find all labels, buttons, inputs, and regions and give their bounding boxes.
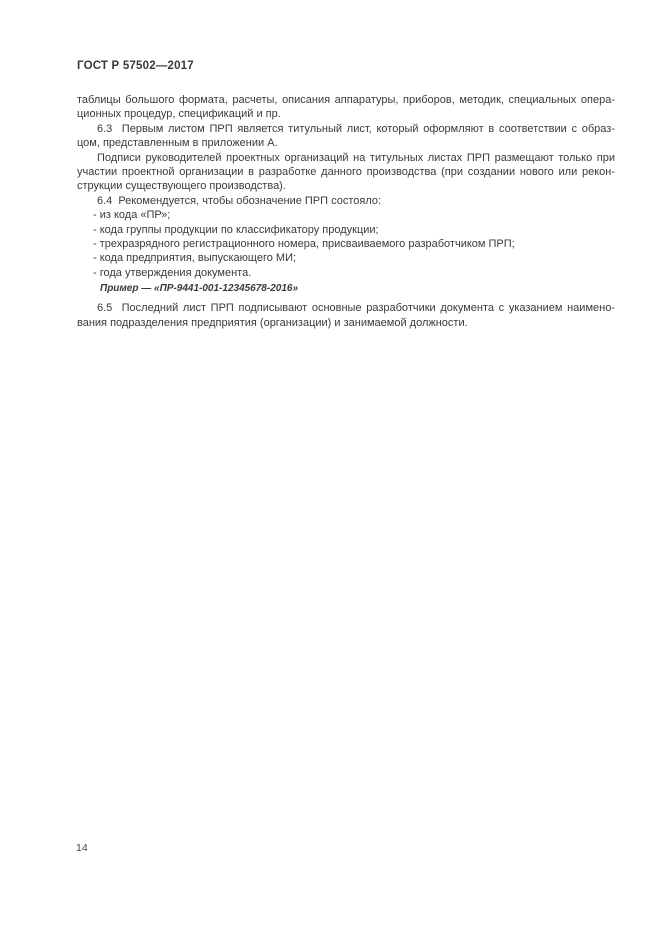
document-body: [77, 93, 615, 330]
paragraph-body: [77, 301, 615, 330]
paragraph-list: [77, 266, 615, 280]
text-line: таблицы большого формата, расчеты, описания аппаратуры, приборов, методик, специальных опера-: [77, 94, 615, 106]
paragraph-example: [77, 282, 615, 296]
text-line: цом, представленным в приложении А.: [77, 137, 278, 150]
page-number: 14: [76, 842, 88, 854]
text-line: - из кода «ПР»;: [93, 209, 171, 222]
paragraph-body: [77, 151, 615, 194]
paragraph-list: [77, 223, 615, 237]
text-line: 6.5 Последний лист ПРП подписывают основные разработчики документа с указанием наимено-: [97, 302, 615, 315]
text-line: - кода группы продукции по классификатору продукции;: [93, 223, 379, 236]
paragraph-body: [77, 93, 615, 122]
text-line: ционных процедур, спецификаций и пр.: [77, 108, 281, 121]
text-line: 6.4 Рекомендуется, чтобы обозначение ПРП состояло:: [97, 194, 382, 207]
text-line: - кода предприятия, выпускающего МИ;: [93, 252, 297, 265]
paragraph-list: [77, 237, 615, 251]
text-line: 6.3 Первым листом ПРП является титульный лист, который оформляют в соответствии с образ-: [97, 122, 615, 135]
text-line: струкции существующего производства).: [77, 180, 286, 193]
paragraph-body: [77, 194, 615, 208]
document-header-title: ГОСТ Р 57502—2017: [77, 60, 194, 72]
text-line: участии проектной организации в разработке данного производства (при создании нового или рекон-: [77, 165, 615, 178]
text-line: Подписи руководителей проектных организаций на титульных листах ПРП размещают только при: [97, 151, 615, 164]
paragraph-list: [77, 208, 615, 222]
text-line: вания подразделения предприятия (организации) и занимаемой должности.: [77, 316, 468, 329]
paragraph-body: [77, 122, 615, 151]
text-line: - года утверждения документа.: [93, 266, 252, 279]
text-line: - трехразрядного регистрационного номера, присваиваемого разработчиком ПРП;: [93, 237, 515, 250]
paragraph-list: [77, 251, 615, 265]
text-line: Пример — «ПР-9441-001-12345678-2016»: [100, 283, 299, 295]
